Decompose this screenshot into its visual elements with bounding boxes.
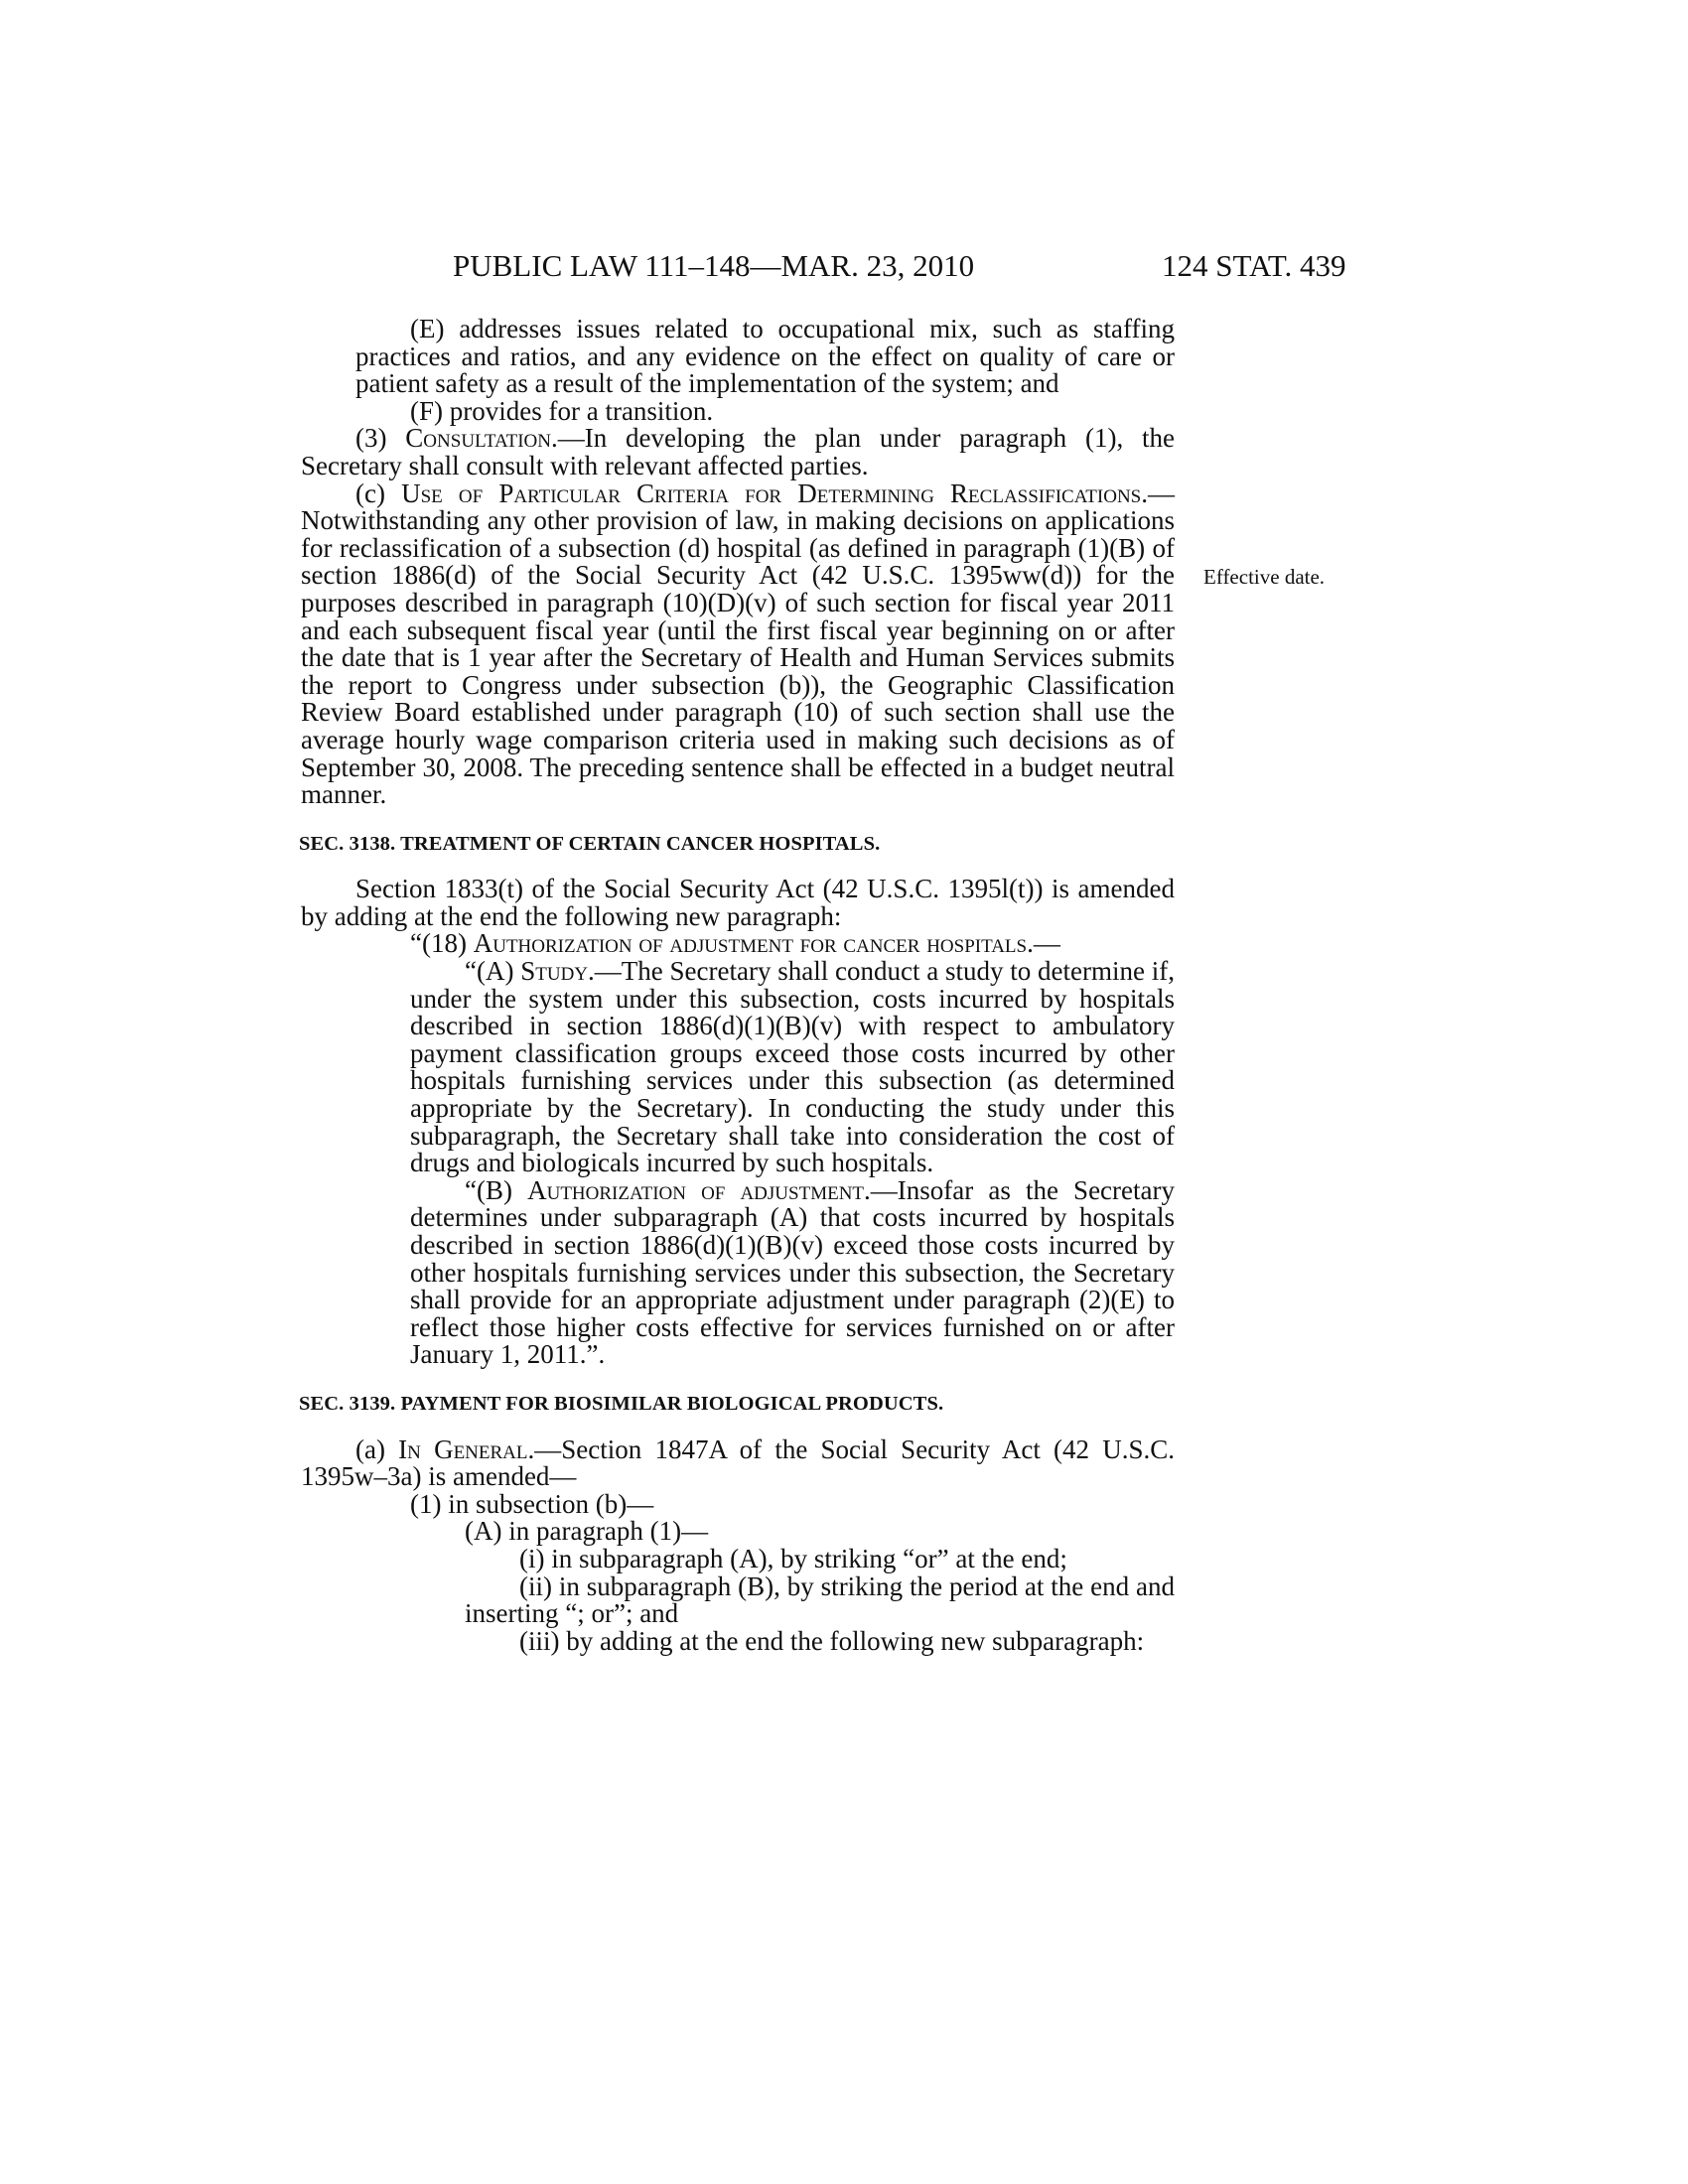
item-subsection-b: (1) in subsection (b)— xyxy=(410,1488,654,1519)
page-header-title: PUBLIC LAW 111–148—MAR. 23, 2010 xyxy=(453,248,975,283)
running-header xyxy=(0,248,1688,284)
item-paragraph-1: (A) in paragraph (1)— xyxy=(465,1516,709,1547)
paragraph-consultation: (3) Consultation.—In developing the plan under paragraph (1), the Secretary shall consult with relevant affected parties. xyxy=(301,423,1175,480)
item-iii: (iii) by adding at the end the following new subparagraph: xyxy=(519,1625,1145,1656)
in-general-heading: In General xyxy=(398,1433,528,1464)
paragraph-18-heading: Authorization of adjustment for cancer hospitals xyxy=(473,928,1028,959)
subparagraph-a-study: “(A) Study.—The Secretary shall conduct a study to determine if, under the system under this subsection, costs incurred by hospitals described in section 1886(d)(1)(B)(v) with respect to ambulatory payment classification groups exceed those costs incurred by other hospitals furnishing services under this subsection (as determined appropriate by the Secretary). In conducting the study under this subparagraph, the Secretary shall take into consideration the cost of drugs and biologicals incurred by such hospitals. xyxy=(410,956,1175,1178)
paragraph-a-in-general: (a) In General.—Section 1847A of the Social Security Act (42 U.S.C. 1395w–3a) is amended— xyxy=(301,1433,1175,1492)
c-heading: Use of Particular Criteria for Determining Reclassifications xyxy=(401,478,1142,508)
paragraph-e: (E) addresses issues related to occupational mix, such as staffing practices and ratios, and any evidence on the effect on quality of care or patient safety as a result of the implementation of the system; and xyxy=(355,314,1175,399)
study-heading: Study xyxy=(520,956,589,987)
item-i: (i) in subparagraph (A), by striking “or” at the end; xyxy=(519,1543,1067,1573)
consultation-heading: Consultation xyxy=(405,423,551,454)
margin-note-effective-date: Effective date. xyxy=(1203,565,1326,589)
paragraph-18: “(18) Authorization of adjustment for cancer hospitals.— xyxy=(410,928,1060,959)
section-3138-intro: Section 1833(t) of the Social Security Act (42 U.S.C. 1395l(t)) is amended by adding at the end the following new paragraph: xyxy=(301,874,1175,931)
paragraph-c: (c) Use of Particular Criteria for Determining Reclassifications.—Notwithstanding any other provision of law, in making decisions on applications for reclassification of a subsection (d) hospital (as defined in paragraph (1)(B) of section 1886(d) of the Social Security Act (42 U.S.C. 1395ww(d)) for the purposes described in paragraph (10)(D)(v) of such section for fiscal year 2011 and each subsequent fiscal year (until the first fiscal year beginning on or after the date that is 1 year after the Secretary of Health and Human Services submits the report to Congress under subsection (b)), the Geographic Classification Review Board established under paragraph (10) of such section shall use the average hourly wage comparison criteria used in making such decisions as of September 30, 2008. The preceding sentence shall be effected in a budget neutral manner. xyxy=(301,478,1175,810)
section-3139-heading: SEC. 3139. PAYMENT FOR BIOSIMILAR BIOLOGICAL PRODUCTS. xyxy=(299,1392,944,1415)
paragraph-f: (F) provides for a transition. xyxy=(410,395,714,426)
item-ii: (ii) in subparagraph (B), by striking the period at the end and inserting “; or”; and xyxy=(465,1570,1175,1629)
document-body xyxy=(301,316,1175,1655)
subparagraph-b-authorization: “(B) Authorization of adjustment.—Insofar as the Secretary determines under subparagraph (A) that costs incurred by hospitals described in section 1886(d)(1)(B)(v) exceed those costs incurred by other hospitals furnishing services under this subsection, the Secretary shall provide for an appropriate adjustment under paragraph (2)(E) to reflect those higher costs effective for services furnished on or after January 1, 2011.”. xyxy=(410,1174,1175,1370)
section-3138-heading: SEC. 3138. TREATMENT OF CERTAIN CANCER HOSPITALS. xyxy=(299,832,881,855)
page-header-stat: 124 STAT. 439 xyxy=(1162,248,1346,283)
authorization-heading: Authorization of adjustment xyxy=(527,1174,865,1205)
